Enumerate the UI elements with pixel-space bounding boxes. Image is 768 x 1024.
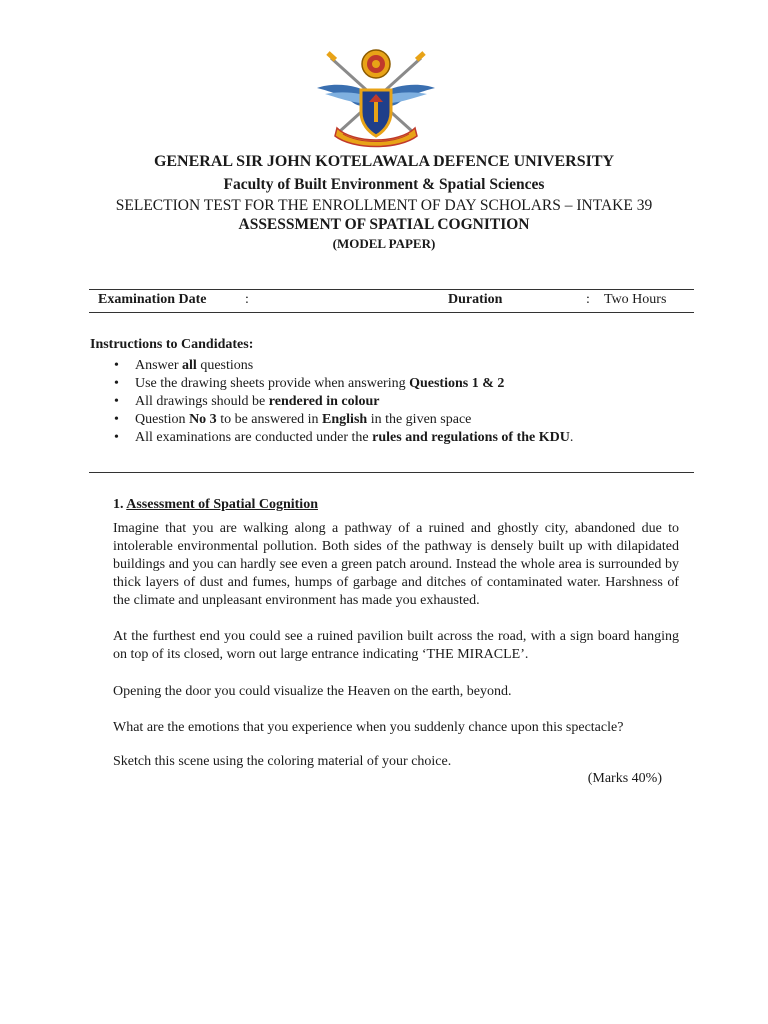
instruction-emphasis: Questions 1 & 2 [409,376,505,391]
instruction-item [114,375,573,393]
duration-value: Two Hours [604,292,667,307]
instruction-emphasis: English [322,412,368,427]
bullet-icon: • [114,394,119,409]
question-paragraph: Sketch this scene using the coloring material of your choice. [113,754,452,769]
instruction-text: Answer [135,358,183,373]
question-paragraph: What are the emotions that you experience when you suddenly chance upon this spectacle? [113,720,624,735]
question-paragraph: Imagine that you are walking along a pathway of a ruined and ghostly city, abandoned due to intolerable environmental pollution. Both sides of the pathway is densely built up with dilapidated buildings and you can hardly see even a green patch around. Instead the whole area is surrounded by thick layers of dust and fumes, humps of garbage and ditches of contaminated water. Harshness of the climate and unpleasant environment has made you exhausted. [113,521,679,608]
bullet-icon: • [114,376,119,391]
instruction-text: All examinations are conducted under the [135,430,373,445]
instructions-list [114,357,573,447]
instructions-title: Instructions to Candidates: [90,337,254,352]
question-paragraph: Opening the door you could visualize the Heaven on the earth, beyond. [113,684,512,699]
question-title: Assessment of Spatial Cognition [126,497,318,512]
instruction-text: Question [135,412,190,427]
bullet-icon: • [114,430,119,445]
duration-separator: : [586,292,590,307]
bullet-icon: • [114,412,119,427]
instruction-emphasis: No 3 [189,412,217,427]
instruction-item [114,411,573,429]
instruction-item [114,429,573,447]
university-crest-logo [313,46,439,150]
instruction-text: . [569,430,574,445]
model-paper-label: (MODEL PAPER) [332,236,436,251]
exam-info-divider [89,312,694,313]
selection-test-title: SELECTION TEST FOR THE ENROLLMENT OF DAY SCHOLARS – INTAKE 39 [115,197,653,214]
question-paragraph: At the furthest end you could see a ruined pavilion built across the road, with a sign board hanging on top of its closed, worn out large entrance indicating ‘THE MIRACLE’. [113,629,679,662]
university-name: GENERAL SIR JOHN KOTELAWALA DEFENCE UNIVERSITY [153,153,615,170]
instruction-item [114,357,573,375]
instruction-emphasis: rules and regulations of the KDU [372,430,570,445]
duration-label: Duration [448,292,503,307]
instruction-text: to be answered in [216,412,323,427]
faculty-name: Faculty of Built Environment & Spatial Sciences [223,176,545,193]
question-number: 1. [113,497,124,512]
bullet-icon: • [114,358,119,373]
instruction-text: Use the drawing sheets provide when answering [135,376,410,391]
instructions-divider [89,472,694,473]
question-heading [113,497,318,513]
exam-date-label: Examination Date [98,292,207,307]
exam-date-separator: : [245,292,249,307]
instruction-text: in the given space [367,412,472,427]
marks-label: (Marks 40%) [587,771,662,786]
instruction-emphasis: all [182,358,197,373]
instruction-text: questions [196,358,254,373]
instruction-item [114,393,573,411]
assessment-title: ASSESSMENT OF SPATIAL COGNITION [238,216,530,233]
top-divider [89,289,694,290]
instruction-text: All drawings should be [135,394,269,409]
instruction-emphasis: rendered in colour [268,394,380,409]
